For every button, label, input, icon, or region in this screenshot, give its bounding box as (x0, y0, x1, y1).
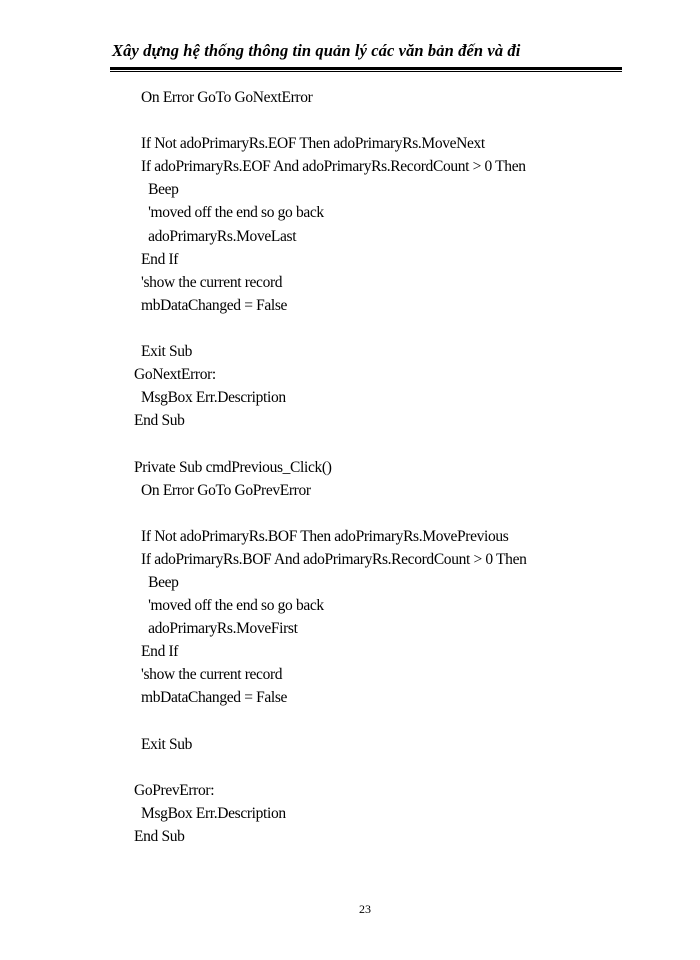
code-line: GoPrevError: (134, 781, 215, 799)
running-header-title: Xây dựng hệ thống thông tin quản lý các văn bản đến và đi (112, 41, 521, 60)
code-line: 'moved off the end so go back (134, 597, 324, 615)
page-number: 23 (359, 902, 371, 916)
code-line: If adoPrimaryRs.EOF And adoPrimaryRs.RecordCount > 0 Then (134, 158, 526, 176)
code-line: Exit Sub (134, 343, 193, 361)
code-line: 'moved off the end so go back (134, 204, 324, 222)
blank-line (134, 756, 614, 779)
code-line: Private Sub cmdPrevious_Click() (134, 458, 332, 476)
code-line: On Error GoTo GoNextError (134, 89, 313, 106)
code-line: If Not adoPrimaryRs.BOF Then adoPrimaryRs.MovePrevious (134, 527, 509, 545)
code-listing (134, 86, 614, 848)
code-line: Beep (134, 181, 179, 199)
code-line: 'show the current record (134, 666, 283, 684)
code-line: End If (134, 643, 179, 661)
blank-line (134, 432, 614, 455)
code-line: MsgBox Err.Description (134, 389, 286, 407)
code-line: On Error GoTo GoPrevError (134, 481, 311, 499)
code-line: adoPrimaryRs.MoveFirst (134, 620, 298, 638)
code-line: End If (134, 250, 179, 268)
code-line: adoPrimaryRs.MoveLast (134, 227, 297, 245)
code-line: If Not adoPrimaryRs.EOF Then adoPrimaryRs.MoveNext (134, 135, 485, 153)
code-line: If adoPrimaryRs.BOF And adoPrimaryRs.RecordCount > 0 Then (134, 550, 527, 568)
code-line: GoNextError: (134, 366, 216, 384)
header-rule-thin (110, 71, 622, 72)
code-line: Exit Sub (134, 735, 193, 753)
code-line: mbDataChanged = False (134, 689, 288, 707)
code-line: mbDataChanged = False (134, 296, 288, 314)
blank-line (134, 502, 614, 525)
code-line: MsgBox Err.Description (134, 804, 286, 822)
header-rule-thick (110, 67, 622, 70)
blank-line (134, 710, 614, 733)
code-line: 'show the current record (134, 273, 283, 291)
code-line: Beep (134, 573, 179, 591)
blank-line (134, 317, 614, 340)
blank-line (134, 109, 614, 132)
code-line: End Sub (134, 828, 185, 845)
code-line: End Sub (134, 412, 185, 430)
